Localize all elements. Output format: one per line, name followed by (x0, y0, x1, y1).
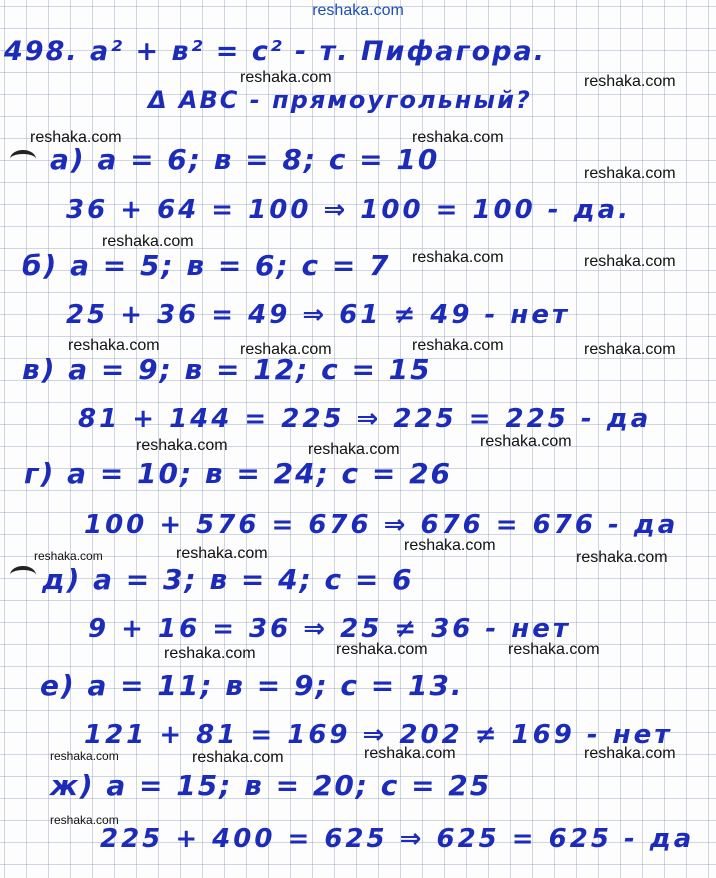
watermark: reshaka.com (508, 641, 600, 658)
item-v-calculation: 81 + 144 = 225 ⇒ 225 = 225 - да (78, 404, 652, 434)
problem-question: Δ ABC - прямоугольный? (148, 86, 532, 114)
watermark: reshaka.com (240, 341, 332, 358)
watermark: reshaka.com (412, 249, 504, 266)
site-header-link[interactable]: reshaka.com (312, 2, 404, 19)
item-d-condition: д) a = 3; в = 4; c = 6 (42, 563, 414, 596)
watermark: reshaka.com (576, 549, 668, 566)
watermark: reshaka.com (50, 749, 119, 763)
watermark: reshaka.com (240, 69, 332, 86)
watermark: reshaka.com (336, 641, 428, 658)
binder-ring-top (10, 150, 36, 168)
item-v-condition: в) a = 9; в = 12; c = 15 (22, 353, 432, 386)
watermark: reshaka.com (30, 129, 122, 146)
item-d-calculation: 9 + 16 = 36 ⇒ 25 ≠ 36 - нет (88, 614, 571, 644)
watermark: reshaka.com (584, 341, 676, 358)
watermark: reshaka.com (308, 441, 400, 458)
item-a-calculation: 36 + 64 = 100 ⇒ 100 = 100 - да. (66, 195, 632, 225)
watermark: reshaka.com (364, 745, 456, 762)
watermark: reshaka.com (102, 233, 194, 250)
item-b-condition: б) a = 5; в = 6; c = 7 (22, 249, 391, 282)
item-e-condition: е) a = 11; в = 9; c = 13. (40, 669, 464, 702)
item-zh-condition: ж) a = 15; в = 20; c = 25 (50, 769, 492, 802)
item-zh-calculation: 225 + 400 = 625 ⇒ 625 = 625 - да (100, 824, 695, 854)
watermark: reshaka.com (584, 73, 676, 90)
item-e-calculation: 121 + 81 = 169 ⇒ 202 ≠ 169 - нет (84, 720, 673, 750)
watermark: reshaka.com (412, 337, 504, 354)
watermark: reshaka.com (480, 433, 572, 450)
watermark: reshaka.com (68, 337, 160, 354)
watermark: reshaka.com (192, 749, 284, 766)
item-a-condition: а) a = 6; в = 8; c = 10 (50, 143, 440, 176)
watermark: reshaka.com (50, 813, 119, 827)
watermark: reshaka.com (136, 437, 228, 454)
watermark: reshaka.com (584, 253, 676, 270)
binder-ring-bottom (10, 566, 36, 584)
watermark: reshaka.com (584, 745, 676, 762)
watermark: reshaka.com (164, 645, 256, 662)
watermark: reshaka.com (584, 165, 676, 182)
watermark: reshaka.com (176, 545, 268, 562)
item-g-condition: г) a = 10; в = 24; c = 26 (24, 457, 453, 490)
watermark: reshaka.com (412, 129, 504, 146)
watermark: reshaka.com (34, 549, 103, 563)
problem-title: 498. a² + в² = c² - т. Пифагора. (4, 36, 546, 67)
item-b-calculation: 25 + 36 = 49 ⇒ 61 ≠ 49 - нет (66, 300, 571, 330)
watermark: reshaka.com (404, 537, 496, 554)
item-g-calculation: 100 + 576 = 676 ⇒ 676 = 676 - да (84, 510, 679, 540)
